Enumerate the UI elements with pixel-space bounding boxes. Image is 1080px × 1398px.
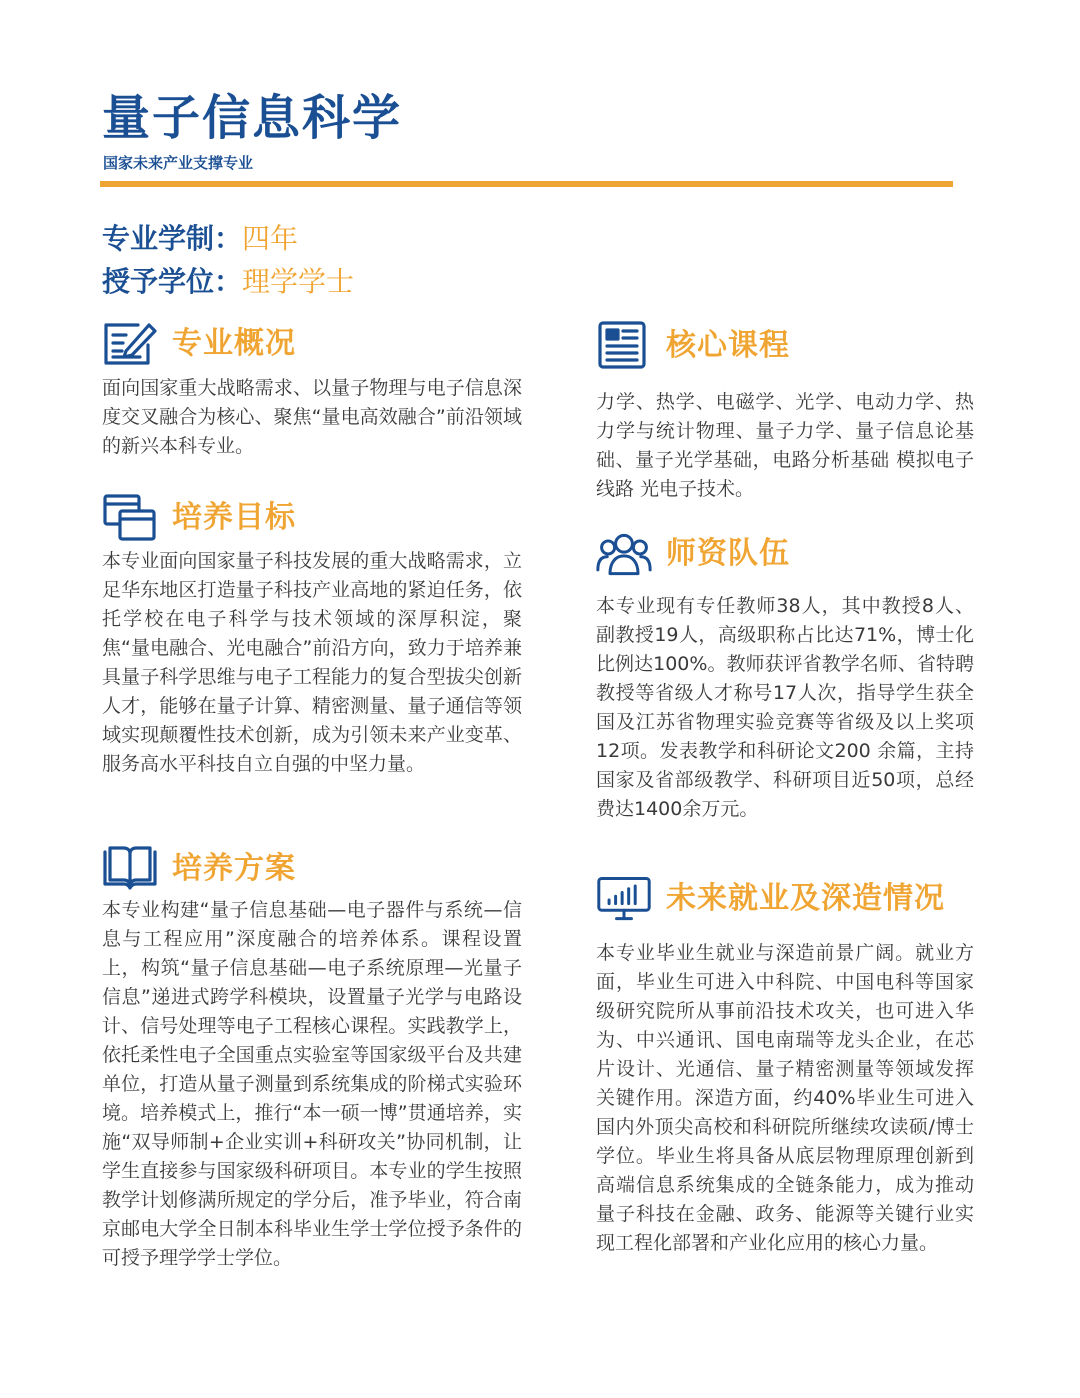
duration-label: 专业学制： [102, 222, 243, 255]
section-body: 本专业现有专任教师38人，其中教授8人、副教授19人，高级职称占比达71%，博士化比例达100%。教师获评省教学名师、省特聘教授等省级人才称号17人次，指导学生获全国及江苏省物理实验竞赛等省级及以上奖项12项。发表教学和科研论文200 余篇，主持国家及省部级教学、科研项目近50项，总经费达1400余万元。 [596, 595, 974, 820]
section-title: 师资队伍 [666, 536, 790, 571]
monitor-chart-icon [596, 874, 652, 924]
section-header [596, 528, 974, 580]
windows-icon [102, 493, 158, 543]
duration-row [102, 219, 298, 259]
section-body: 本专业毕业生就业与深造前景广阔。就业方面，毕业生可进入中科院、中国电科等国家级研究院所从事前沿技术攻关，也可进入华为、中兴通讯、国电南瑞等龙头企业，在芯片设计、光通信、量子精密测量等领域发挥关键作用。深造方面，约40%毕业生可进入国内外顶尖高校和科研院所继续攻读硕/博士学位。毕业生将具备从底层物理原理创新到高端信息系统集成的全链条能力，成为推动量子科技在金融、政务、能源等关键行业实现工程化部署和产业化应用的核心力量。 [596, 942, 974, 1254]
team-people-icon [596, 529, 652, 579]
section-courses [596, 320, 974, 504]
open-book-icon [102, 844, 158, 894]
section-header [596, 320, 974, 372]
section-header [596, 873, 974, 925]
orange-divider [100, 181, 953, 187]
section-plan [102, 843, 522, 1273]
section-body: 面向国家重大战略需求、以量子物理与电子信息深度交叉融合为核心、聚焦“量电高效融合”前沿领域的新兴本科专业。 [102, 377, 522, 457]
degree-label: 授予学位： [102, 265, 243, 298]
page-subtitle: 国家未来产业支撑专业 [103, 154, 254, 172]
section-title: 未来就业及深造情况 [666, 881, 945, 916]
section-body: 力学、热学、电磁学、光学、电动力学、热力学与统计物理、量子力学、量子信息论基础、量子光学基础，电路分析基础 模拟电子线路 光电子技术。 [596, 391, 974, 500]
section-title: 核心课程 [666, 328, 790, 363]
duration-value: 四年 [242, 222, 299, 255]
section-title: 培养目标 [172, 500, 296, 535]
section-title: 专业概况 [172, 326, 296, 361]
section-body: 本专业构建“量子信息基础—电子器件与系统—信息与工程应用”深度融合的培养体系。课程设置上，构筑“量子信息基础—电子系统原理—光量子信息”递进式跨学科模块，设置量子光学与电路设计、信号处理等电子工程核心课程。实践教学上，依托柔性电子全国重点实验室等国家级平台及共建单位，打造从量子测量到系统集成的阶梯式实验环境。培养模式上，推行“本一硕一博”贯通培养，实施“双导师制+企业实训+科研攻关”协同机制，让学生直接参与国家级科研项目。本专业的学生按照教学计划修满所规定的学分后，准予毕业，符合南京邮电大学全日制本科毕业生学士学位授予条件的可授予理学学士学位。 [102, 899, 522, 1269]
section-header [102, 492, 522, 544]
section-body: 本专业面向国家量子科技发展的重大战略需求，立足华东地区打造量子科技产业高地的紧迫任务，依托学校在电子科学与技术领域的深厚积淀，聚焦“量电融合、光电融合”前沿方向，致力于培养兼具量子科学思维与电子工程能力的复合型拔尖创新人才，能够在量子计算、精密测量、量子通信等领域实现颠覆性技术创新，成为引领未来产业变革、服务高水平科技自立自强的中坚力量。 [102, 550, 522, 775]
degree-row [102, 262, 354, 302]
page-title: 量子信息科学 [102, 90, 403, 146]
section-title: 培养方案 [172, 851, 296, 886]
section-overview [102, 318, 522, 461]
section-header [102, 843, 522, 895]
degree-value: 理学学士 [242, 265, 355, 298]
document-list-icon [596, 321, 652, 371]
writing-pen-icon [102, 319, 158, 369]
section-faculty [596, 528, 974, 824]
section-header [102, 318, 522, 370]
section-career [596, 873, 974, 1258]
section-goals [102, 492, 522, 779]
